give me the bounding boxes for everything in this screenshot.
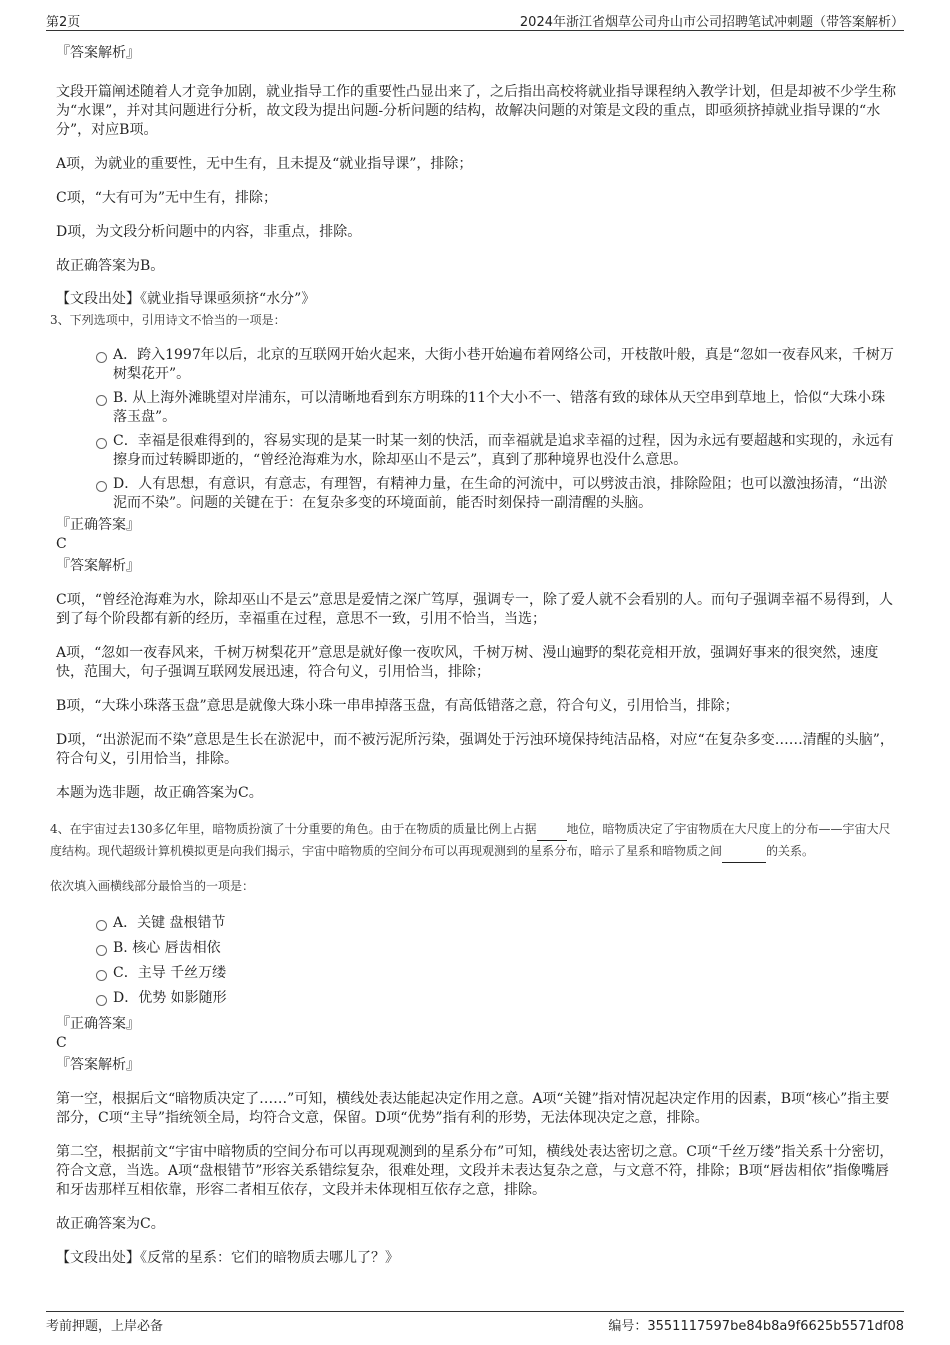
radio-icon[interactable]: [96, 945, 107, 956]
analysis-paragraph: 本题为选非题，故正确答案为C。: [56, 785, 263, 801]
option-text: C．幸福是很难得到的，容易实现的是某一时某一刻的快活，而幸福就是追求幸福的过程，因为永远有要超越和实现的，永远有擦身而过转瞬即逝的，“曾经沧海难为水，除却巫山不是云”，真到了那种境界也没什么意思。: [113, 433, 894, 468]
analysis-paragraph: A项，“忽如一夜春风来，千树万树梨花开”意思是就好像一夜吹风，千树万树、漫山遍野的梨花竞相开放，强调好事来的很突然，速度快，范围大，句子强调互联网发展迅速，符合句义，引用恰当，排除；: [56, 645, 879, 680]
option-a[interactable]: [56, 914, 898, 933]
option-c[interactable]: [56, 964, 898, 983]
analysis-paragraph: 第一空，根据后文“暗物质决定了……”可知，横线处表达能起决定作用之意。A项“关键”指对情况起决定作用的因素，B项“核心”指主要部分，C项“主导”指统领全局，均符合文意，保留。D项“优势”指有利的形势，无法体现决定之意，排除。: [56, 1091, 890, 1126]
analysis-label: 『答案解析』: [56, 45, 140, 61]
option-text: C．主导 千丝万缕: [113, 965, 227, 981]
radio-icon[interactable]: [96, 352, 107, 363]
analysis-paragraph: 文段开篇阐述随着人才竞争加剧，就业指导工作的重要性凸显出来了，之后指出高校将就业指导课程纳入教学计划，但是却被不少学生称为“水课”，并对其问题进行分析，故文段为提出问题-分析问题的结构，故解决问题的对策是文段的重点，即亟须挤掉就业指导课的“水分”，对应B项。: [56, 84, 896, 138]
option-b[interactable]: [56, 939, 898, 958]
radio-icon[interactable]: [96, 438, 107, 449]
question-stem: [50, 819, 898, 863]
option-b[interactable]: [56, 389, 898, 427]
option-text: A．关键 盘根错节: [113, 915, 226, 931]
option-c[interactable]: [56, 432, 898, 470]
fill-blank: [722, 841, 766, 863]
correct-answer: C: [56, 536, 67, 552]
analysis-paragraph: C项，“大有可为”无中生有，排除；: [56, 190, 278, 206]
analysis-label: 『答案解析』: [56, 1057, 140, 1073]
analysis-label: 『答案解析』: [56, 558, 140, 574]
question-stem: 3、下列选项中，引用诗文不恰当的一项是：: [50, 313, 286, 327]
analysis-paragraph: D项，为文段分析问题中的内容，非重点，排除。: [56, 224, 362, 240]
analysis-paragraph: D项，“出淤泥而不染”意思是生长在淤泥中，而不被污泥所污染，强调处于污浊环境保持纯洁品格，对应“在复杂多变……清醒的头脑”，符合句义，引用恰当，排除。: [56, 732, 894, 767]
stem-part: 地位，暗物质决定了宇宙物质在大尺度上的分布——宇宙大尺度结构。现代超级计算机模拟更是向我们揭示，宇宙中暗物质的空间分布可以再现观测到的星系分布，暗示了星系和暗物质之间: [50, 822, 891, 858]
radio-icon[interactable]: [96, 920, 107, 931]
source-citation: 【文段出处】《就业指导课亟须挤“水分”》: [56, 291, 316, 307]
footer-slogan: 考前押题，上岸必备: [46, 1319, 164, 1334]
analysis-paragraph: 故正确答案为C。: [56, 1216, 165, 1232]
stem-part: 的关系。: [766, 844, 815, 858]
radio-icon[interactable]: [96, 481, 107, 492]
radio-icon[interactable]: [96, 995, 107, 1006]
radio-icon[interactable]: [96, 395, 107, 406]
analysis-paragraph: 第二空，根据前文“宇宙中暗物质的空间分布可以再现观测到的星系分布”可知，横线处表达密切之意。C项“千丝万缕”指关系十分密切，符合文意，当选。A项“盘根错节”形容关系错综复杂，很难处理，文段并未表达复杂之意，与文意不符，排除；B项“唇齿相依”指像嘴唇和牙齿那样互相依靠，形容二者相互依存，文段并未体现相互依存之意，排除。: [56, 1144, 894, 1198]
option-text: D．优势 如影随形: [113, 990, 227, 1006]
page-footer: [46, 1311, 904, 1334]
analysis-paragraph: C项，“曾经沧海难为水，除却巫山不是云”意思是爱情之深广笃厚，强调专一，除了爱人就不会看别的人。而句子强调幸福不易得到，人到了每个阶段都有新的经历，幸福重在过程，意思不一致，引用不恰当，当选；: [56, 592, 894, 627]
document-id-label: 编号：: [608, 1319, 648, 1334]
document-body: [50, 44, 898, 1268]
correct-answer-label: 『正确答案』: [56, 1016, 140, 1032]
option-text: B. 核心 唇齿相依: [113, 940, 221, 956]
source-citation: 【文段出处】《反常的星系：它们的暗物质去哪儿了？》: [56, 1250, 399, 1266]
fill-blank: [537, 819, 567, 841]
radio-icon[interactable]: [96, 970, 107, 981]
correct-answer: C: [56, 1035, 67, 1051]
analysis-paragraph: 故正确答案为B。: [56, 258, 165, 274]
option-d[interactable]: [56, 475, 898, 513]
stem-part: 4、在宇宙过去130多亿年里，暗物质扮演了十分重要的角色。由于在物质的质量比例上占据: [50, 822, 537, 836]
analysis-paragraph: B项，“大珠小珠落玉盘”意思是就像大珠小珠一串串掉落玉盘，有高低错落之意，符合句义，引用恰当，排除；: [56, 698, 739, 714]
page-header: [46, 8, 904, 31]
option-a[interactable]: [56, 346, 898, 384]
page-number: 第2页: [46, 15, 81, 30]
document-title: 2024年浙江省烟草公司舟山市公司招聘笔试冲刺题（带答案解析）: [519, 15, 904, 30]
correct-answer-label: 『正确答案』: [56, 517, 140, 533]
analysis-paragraph: A项，为就业的重要性，无中生有，且未提及“就业指导课”，排除；: [56, 156, 473, 172]
option-d[interactable]: [56, 989, 898, 1008]
document-id: [608, 1315, 904, 1334]
question-prompt: 依次填入画横线部分最恰当的一项是：: [50, 879, 255, 893]
document-id-code: 3551117597be84b8a9f6625b5571df08: [647, 1319, 904, 1334]
option-text: A．跨入1997年以后，北京的互联网开始火起来，大街小巷开始遍布着网络公司，开枝散叶般，真是“忽如一夜春风来，千树万树梨花开”。: [113, 347, 894, 382]
option-text: B. 从上海外滩眺望对岸浦东，可以清晰地看到东方明珠的11个大小不一、错落有致的球体从天空串到草地上，恰似“大珠小珠落玉盘”。: [113, 390, 886, 425]
option-text: D．人有思想，有意识，有意志，有理智，有精神力量，在生命的河流中，可以劈波击浪，排除险阻；也可以激浊扬清，“出淤泥而不染”。问题的关键在于：在复杂多变的环境面前，能否时刻保持一副清醒的头脑。: [113, 476, 888, 511]
